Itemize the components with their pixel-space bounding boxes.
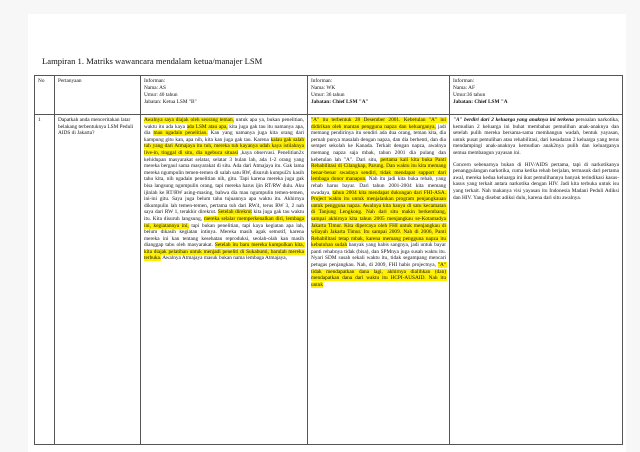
interview-matrix-table (34, 75, 623, 445)
informant-2-name: Nama: WK (311, 85, 336, 91)
table-header-row (35, 76, 623, 115)
highlighted-text: "A" itu terbentuk 28 Desember 2001. Kebetulan "A" ini didirikan oleh mantan pengguna napza dan keluarganya, (311, 117, 448, 130)
highlighted-text: mau ngadain penelitian. (153, 130, 208, 137)
answer-text: ,kaya observasi. Penelitian2x kehidupan masyarakat selatar, selatar 3 bulan lah, ada 1-2 orang yang mereka bergaul sama masyarakat di situ. Ada dari Atmajaya itu. Gak lama mereka ngumpulin temen-temen di salah satu RW, disuruh kumpul2x kasih tahu kita, nih ngadain penelitian nih, gitu. Tapi karena mereka juga gak bisa langsung ngumpulin orang, tapi mereka harus ijin RT/RW dulu. Aku ijinlah ke RT/RW asing-masing, bahwa dia mau ngumpulin temen-temen, ini-ini gitu. Saya juga belum tahu tujuannya apa waktu itu. Akhirnya dikumpulin lah temen-temen, pertama tuh dari RW4, terus RW 3, 2 nah saya dari RW 1, terakhir direkrut. (144, 149, 306, 216)
header-informant-2 (308, 76, 450, 115)
document-page (28, 14, 626, 452)
informant-1-answer (141, 115, 308, 445)
informant-3-age: Umur:36 tahun (453, 92, 486, 98)
question-text: Dapatkah anda menceritakan latar belakang terbentuknya LSM Peduli AIDS di Jakarta? (55, 115, 141, 445)
answer-text: Concern sebenarnya bukan di HIV/AIDS pertama, tapi di narkotikanya penanggulangan narkotika, cuma ketika rehab berjalan, termasuk dari pertama awal, mereka kedua keluarga ini ikut pemulihannya banyak terindikasi kasus-kasus yang terkait antara narkotika dengan HIV. Jadi kita terbuka untuk isu yang terkait. Nah makanya visi yayasan itu Indonesia Madani Peduli Adiksi dan HIV. Yang disebut adiksi dulu, karena dari situ awalnya. (453, 161, 621, 201)
highlighted-text: pertama kali kita buka Panti Rehabilitasi di Cilangkap, Parung. Dan waktu itu kita memang benar-benar swadaya sendiri, tidak mendapat support dari lembaga donor manapun. (311, 156, 448, 183)
highlighted-text: mereka selalar memperkenalkan diri, lembaga ini, kegiatannya ini, (144, 215, 306, 229)
highlighted-text: tahun 2004 kita mendapat dukungan dari FHI-ASA. Project waktu itu untuk menjalankan program penjangkauan untuk pengguna napza. Awalnya kita hanya di satu kecamatan di Tanjung Lengkong. Nah dari situ makin berkembang, sampai akhirnya kita tahun 2005 menjangkau se-Kotamadya Jakarta Timur. Kita dipercaya oleh FHI untuk menjangkau di wilayah Jakarta Timur. Itu sampai 2009. Nah di 2006, Panti Rehabilitasi tetap mbak, karena memang pengguna napza itu kebutuhan sudah (311, 189, 448, 249)
informant-3-name: Nama: AF (453, 85, 475, 91)
answer-text: Nah itu jadi kita buka rehab, yang rehab harus bayar. Dari tahun 2001-2004 kita memang swadaya, (311, 176, 448, 196)
informant-2-answer (308, 115, 450, 445)
highlighted-text: Setelah itu baru mereka kumpulkan kita, kita diajak pelatihan untuk menjadi peneliti di Sukabumi, barulah mereka terbuka. (144, 242, 306, 262)
highlighted-text: "A" tidak mendapatkan dana lagi, akhirnya dialihkan (dan) mendapatkan dana dari waktu itu HCPI-AUSAID. Nah itu untuk (311, 262, 448, 288)
answer-text: banyak yang habis sangnya, jadi untuk bayar panti rehabnya tidak (bisa), dan SPMnya juga susah waktu itu. Nyari SDM susah sekali waktu itu, tidak segampang mencari petugas penjangkau. Nah, di 2009, FHI habis projectnya, (311, 242, 448, 269)
header-question: Pertanyaan (55, 76, 141, 115)
informant-2-label: Informan: (311, 78, 333, 84)
informant-3-role: Jabatan: Chief LSM "A (453, 99, 508, 105)
highlighted-text: Awalnya saya diajak oleh seorang teman, (144, 117, 234, 123)
informant-3-answer (450, 115, 623, 445)
highlighted-text: kalau gak salah tuh yang dari Atmajaya itu tuh, mereka tuh kayanya udah kaya istilahnya live-in, tinggal di situ, dia ngebuca situasi (144, 136, 306, 156)
answer-text: kita juga gak tau waktu itu. Kita disuruh langsung, (144, 209, 306, 222)
answer-text: Kan yang namanya juga kita orang dari kampung gitu kan, apa nih, kita kan juga gak tau. Karena (144, 130, 306, 143)
answer-lead-text: "A" berdiri dari 2 keluarga yang anaknya ini terkena (453, 117, 574, 123)
answer-text: untuk apa ya, bukan penelitian, waktu itu ada kaya (144, 117, 306, 130)
highlighted-text: ada LSM atau apa, (186, 123, 228, 130)
answer-text: kita juga gak tau itu namanya apa, dia (144, 123, 306, 137)
answer-text: Awalnya Atmajaya masuk bukan nama lembaga Atmajaya, (161, 255, 287, 262)
informant-1-name: Nama: AS (144, 85, 166, 91)
informant-1-age: Umur: 40 tahun (144, 92, 178, 98)
informant-1-label: Informan: (144, 78, 166, 84)
document-title: Lampiran 1. Matriks wawancara mendalam ketua/manajer LSM (42, 56, 263, 66)
informant-1-role: Jabatan: Ketua LSM "B" (144, 99, 197, 105)
header-no: No (35, 76, 55, 115)
highlighted-text: Setelah direkrut (217, 209, 252, 216)
answer-text: tapi bukan penelitian, tapi kaya kegiatan apa lah, belum dikasih kegiatan intinya. Mereka masih agak semotif, karena mereka ini kan tentang kesehatan reproduksi, seolah-olah kan masih dianggap tabu oleh masyarakat. (144, 222, 306, 249)
answer-text: persoalan narkotika, kemudian 2 keluarga ini buhat membahas pemulihan anak-anaknya dan setelah pulih mereka bersama-sama membangun wadah, bentuk yayasan, untuk pusat pemulihan atau rehabilitasi, dari kesadaran 2 keluarga yang terus mendampingi anak-anaknya kemudian anak2nya pulih dan keluarganya semua membangun yayasan ini. (453, 117, 621, 156)
informant-2-age: Umur: 36 tahun (311, 92, 345, 98)
header-informant-3 (450, 76, 623, 115)
header-informant-1 (141, 76, 308, 115)
row-number: 1 (35, 115, 55, 445)
answer-text: jadi memang pendirinya itu sendiri ada dua orang, teman kita, dia pernah punya masalah dengan napza, dan dia berhenti, dan dia sempet sekolah ke Kanada. Terkait dengan napza, awalnya memang napza saja mbak, tahun 2001 dia pulang dan kebetulan lah "A". Dari situ, (311, 123, 448, 163)
table-row (35, 115, 623, 445)
informant-3-label: Informan: (453, 78, 475, 84)
informant-2-role: Jabatan: Chief LSM "A" (311, 99, 369, 105)
